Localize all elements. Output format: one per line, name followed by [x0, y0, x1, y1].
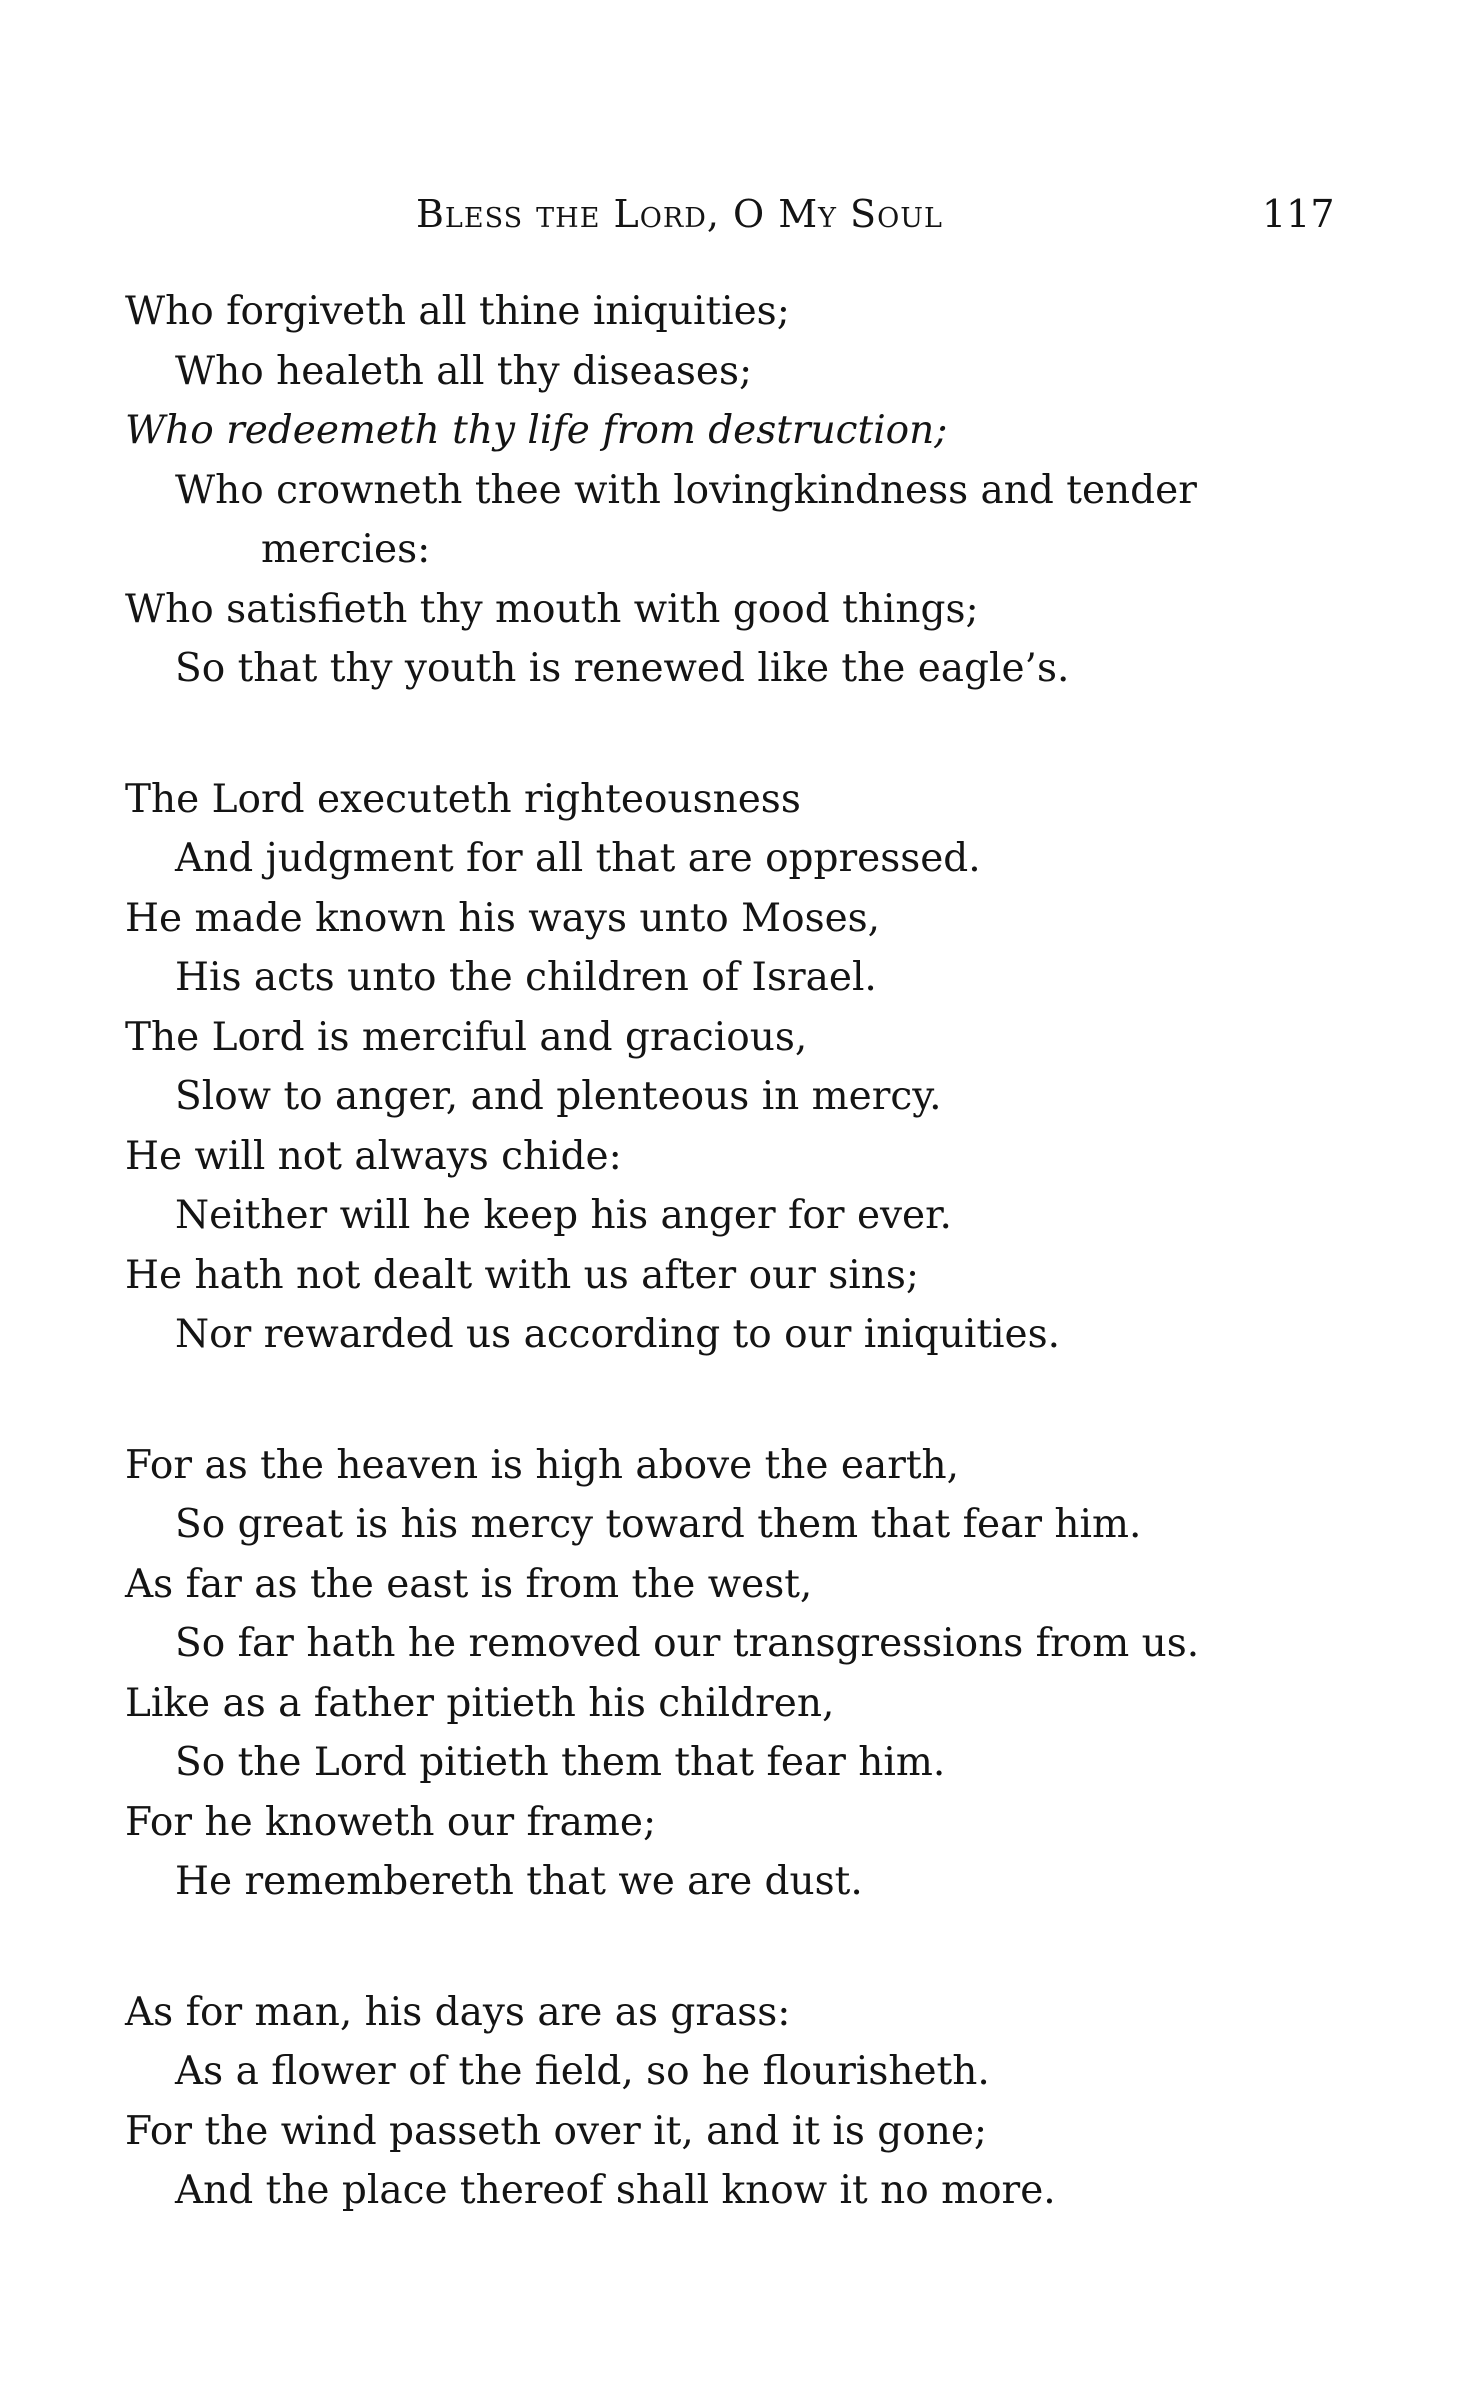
verse-line: So far hath he removed our transgressions from us. [175, 1621, 1200, 1666]
verse-line: As a flower of the field, so he flourisheth. [175, 2049, 990, 2094]
verse-line: Neither will he keep his anger for ever. [175, 1193, 952, 1238]
verse-line-italic: Who redeemeth thy life from destruction; [125, 408, 948, 453]
verse-line: His acts unto the children of Israel. [175, 955, 877, 1000]
verse-line: As far as the east is from the west, [125, 1561, 813, 1607]
stanza-1 [125, 282, 1365, 699]
verse-line: He will not always chide: [125, 1133, 622, 1179]
verse-line: Who healeth all thy diseases; [175, 348, 753, 394]
verse-line: As for man, his days are as grass: [125, 1989, 791, 2035]
verse-line: For the wind passeth over it, and it is gone; [125, 2108, 988, 2154]
verse-line: He hath not dealt with us after our sins; [125, 1252, 919, 1298]
verse-line: The Lord is merciful and gracious, [125, 1014, 808, 1060]
page-number: 117 [1262, 192, 1335, 236]
verse-line: And the place thereof shall know it no more. [175, 2168, 1056, 2213]
verse-line: Slow to anger, and plenteous in mercy. [175, 1074, 942, 1119]
verse-line: So the Lord pitieth them that fear him. [175, 1740, 946, 1785]
verse-line: Who crowneth thee with lovingkindness and tender [175, 467, 1197, 513]
verse-line: He remembereth that we are dust. [175, 1859, 863, 1904]
verse-line: The Lord executeth righteousness [125, 776, 801, 822]
verse-line: So that thy youth is renewed like the eagle’s. [175, 646, 1070, 691]
stanza-4 [125, 1983, 1365, 2221]
verse-line: For as the heaven is high above the earth, [125, 1442, 960, 1488]
verse-line: Who forgiveth all thine iniquities; [125, 289, 790, 334]
verse-line: So great is his mercy toward them that fear him. [175, 1502, 1142, 1547]
stanza-3 [125, 1436, 1365, 1912]
verse-line-continuation: mercies: [261, 527, 431, 572]
verse-line: For he knoweth our frame; [125, 1799, 657, 1845]
running-title: Bless the Lord, O My Soul [416, 192, 943, 236]
running-header [0, 192, 1483, 242]
poem-body [125, 282, 1365, 2292]
verse-line [125, 401, 1365, 461]
verse-line: And judgment for all that are oppressed. [175, 836, 981, 881]
verse-line: He made known his ways unto Moses, [125, 895, 881, 941]
verse-line: Like as a father pitieth his children, [125, 1680, 835, 1726]
verse-line: Nor rewarded us according to our iniquities. [175, 1312, 1061, 1357]
verse-line: Who satisfieth thy mouth with good things; [125, 586, 979, 632]
stanza-2 [125, 770, 1365, 1365]
